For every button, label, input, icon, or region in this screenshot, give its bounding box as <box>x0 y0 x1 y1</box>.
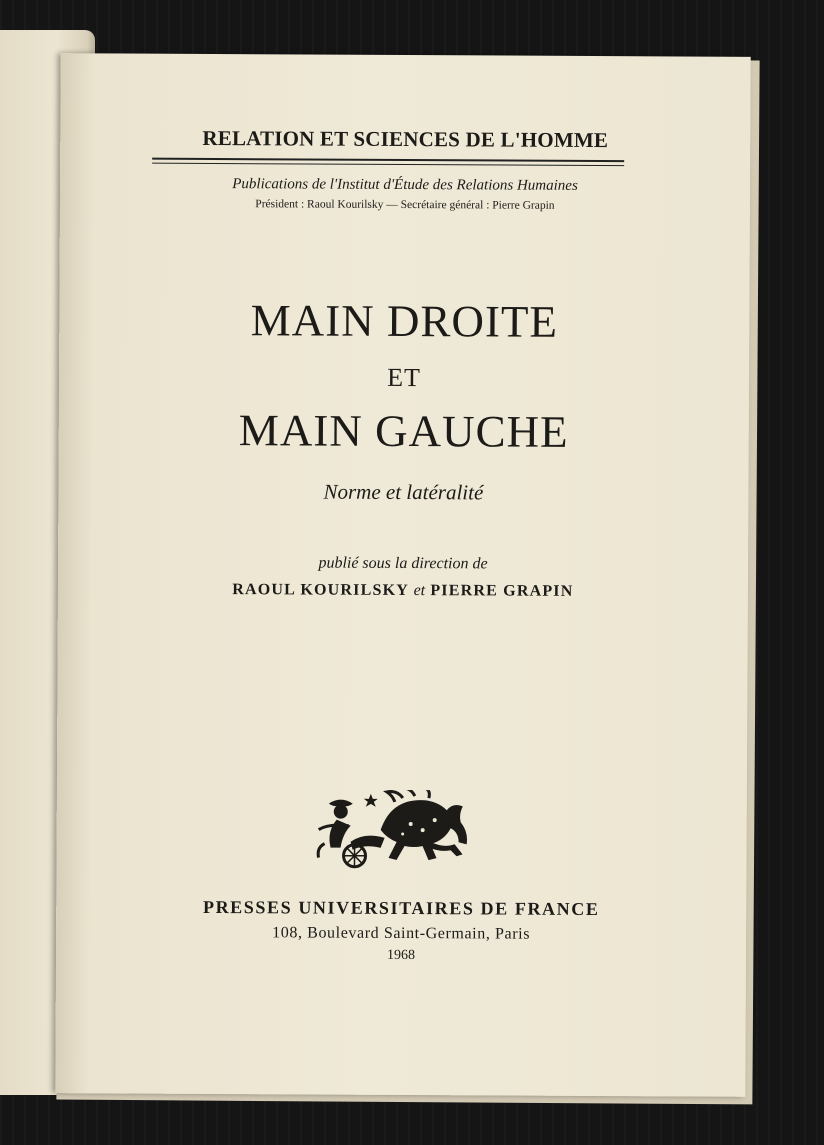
officers-line: Président : Raoul Kourilsky — Secrétaire général : Pierre Grapin <box>255 198 555 212</box>
editor-second: PIERRE GRAPIN <box>430 582 574 600</box>
editor-first: RAOUL KOURILSKY <box>232 581 409 600</box>
direction-line: publié sous la direction de <box>318 554 488 573</box>
title-page <box>55 53 750 1097</box>
editor-joiner: et <box>413 582 426 600</box>
chariot-emblem-icon <box>310 790 475 881</box>
publisher-address: 108, Boulevard Saint-Germain, Paris <box>272 924 531 943</box>
publication-year: 1968 <box>386 947 416 964</box>
series-title: RELATION ET SCIENCES DE L'HOMME <box>202 125 609 153</box>
double-rule-bottom <box>152 163 624 166</box>
double-rule-top <box>152 158 624 162</box>
book-title-conjunction: ET <box>387 362 421 393</box>
publisher-name: PRESSES UNIVERSITAIRES DE FRANCE <box>202 896 600 920</box>
editors-line <box>58 580 748 602</box>
institute-line: Publications de l'Institut d'Étude des Relations Humaines <box>232 176 578 194</box>
book-title-line1: MAIN DROITE <box>250 295 559 347</box>
book-title-line2: MAIN GAUCHE <box>238 405 569 457</box>
book-subtitle: Norme et latéralité <box>323 479 484 505</box>
